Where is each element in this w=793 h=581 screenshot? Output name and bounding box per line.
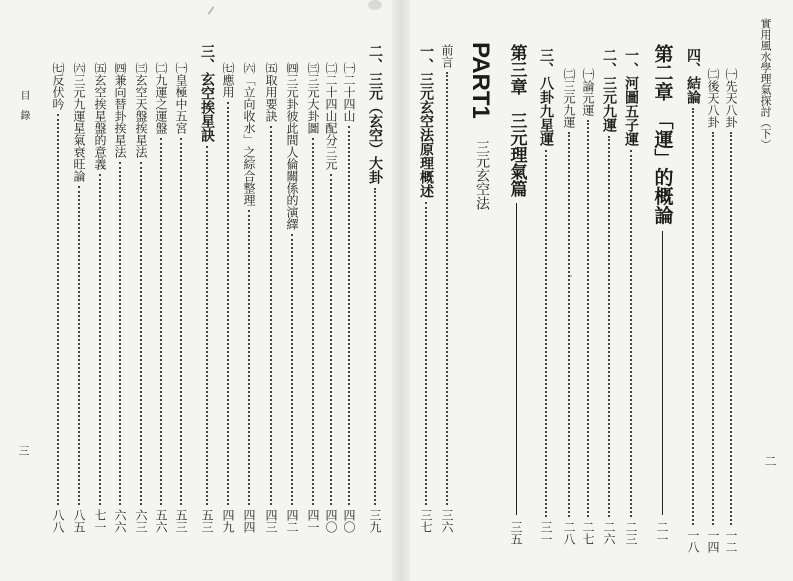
toc-entry[interactable] [71, 62, 87, 533]
toc-entry-page: 四二 [285, 509, 299, 533]
dot-leader [425, 202, 427, 505]
toc-entry-page: 四四 [242, 509, 256, 533]
toc-entry-page: 二六 [602, 521, 616, 545]
toc-entry-title: ㈣三元卦彼此間人倫關係的演繹 [285, 62, 299, 230]
dot-leader [312, 138, 314, 505]
dot-leader [587, 120, 589, 517]
toc-entry-title: 二、三元（玄空）大卦 [367, 44, 383, 184]
toc-entry-title: 前言 [440, 44, 454, 68]
toc-entry-page: 三一 [539, 521, 553, 545]
toc-entry-title: 四、結論 [685, 48, 701, 104]
toc-entry-page: 五三 [200, 509, 214, 533]
left-running-head: 目 錄 [18, 90, 29, 120]
toc-entry-page: 二三 [624, 521, 638, 545]
dot-leader [78, 186, 80, 505]
toc-entry-title: ㈠二十四山 [342, 62, 356, 122]
toc-entry[interactable] [92, 62, 108, 533]
toc-entry-title: ㈤取用要訣 [264, 62, 278, 122]
dot-leader [608, 136, 610, 517]
toc-entry-page: 四九 [221, 509, 235, 533]
left-page-number: 三 [17, 445, 30, 456]
book-title-header: 實用風水學理氣探討（下） [759, 18, 772, 150]
toc-entry[interactable] [112, 62, 128, 533]
toc-entry-title: 一、河圖五子運 [623, 48, 639, 146]
toc-entry[interactable] [198, 44, 216, 533]
dot-leader [630, 150, 632, 517]
toc-entry-page: 六三 [134, 509, 148, 533]
toc-entry[interactable] [580, 68, 596, 545]
part-label: PART1 [467, 42, 494, 119]
toc-entry[interactable] [284, 62, 300, 533]
dot-leader [446, 72, 448, 505]
toc-entry-title: 第三章 三元理氣篇 [506, 44, 527, 197]
toc-entry[interactable] [323, 62, 339, 533]
dot-leader [160, 138, 162, 505]
toc-entry-title: 二、三元九運 [601, 48, 617, 132]
toc-entry[interactable] [220, 62, 236, 533]
scan-speck [368, 0, 382, 10]
dot-leader [227, 102, 229, 505]
toc-entry[interactable] [50, 62, 66, 533]
dot-leader [291, 234, 293, 505]
toc-entry-page: 四〇 [324, 509, 338, 533]
toc-entry-page: 一二 [724, 529, 738, 553]
toc-entry-title: ㈤玄空挨星盤的意義 [93, 62, 107, 170]
toc-entry-page: 三六 [440, 509, 454, 533]
toc-entry-title: ㈡二十四山配分三元 [324, 62, 338, 170]
toc-entry-page: 八八 [51, 509, 65, 533]
toc-entry-page: 五六 [154, 509, 168, 533]
toc-entry-page: 四〇 [342, 509, 356, 533]
toc-entry[interactable] [263, 62, 279, 533]
toc-entry-page: 三七 [419, 509, 433, 533]
scan-speck [570, 275, 572, 277]
toc-entry-title: ㈦應用 [221, 62, 235, 98]
toc-entry-page: 四一 [306, 509, 320, 533]
toc-entry-page: 二八 [562, 521, 576, 545]
toc-entry-title: ㈠論元運 [581, 68, 595, 116]
toc-entry-title: 一、三元玄空法原理概述 [418, 44, 434, 198]
toc-entry[interactable] [506, 44, 526, 545]
toc-entry-page: 八五 [72, 509, 86, 533]
toc-entry[interactable] [173, 62, 189, 533]
dot-leader [140, 162, 142, 505]
toc-entry-page: 六六 [113, 509, 127, 533]
toc-entry-title: 三、玄空挨星訣 [199, 44, 215, 142]
toc-entry-page: 二七 [581, 521, 595, 545]
toc-entry[interactable] [684, 48, 702, 553]
toc-entry[interactable] [305, 62, 321, 533]
toc-entry-title: ㈢三元大卦圖 [306, 62, 320, 134]
dot-leader [99, 174, 101, 505]
toc-entry[interactable] [417, 44, 435, 533]
solid-leader [516, 203, 517, 515]
dot-leader [545, 150, 547, 517]
dot-leader [348, 126, 350, 505]
toc-entry[interactable] [622, 48, 640, 545]
toc-entry-title: 第二章 「運」的概論 [651, 44, 674, 225]
toc-entry-page: 一八 [686, 529, 700, 553]
toc-entry-title: ㈥三元九運星氣衰旺論 [72, 62, 86, 182]
toc-entry-title: ㈥「立向收水」之綜合整理 [242, 62, 256, 206]
dot-leader [57, 114, 59, 505]
toc-entry[interactable] [600, 48, 618, 545]
book-gutter [392, 0, 410, 581]
toc-entry-page: 一四 [706, 529, 720, 553]
toc-entry-page: 二一 [655, 521, 669, 545]
toc-entry-title: ㈡三元九運 [562, 68, 576, 128]
toc-entry[interactable] [439, 44, 455, 533]
toc-entry-title: ㈦反伏吟 [51, 62, 65, 110]
toc-entry-title: ㈠先天八卦 [724, 68, 738, 128]
toc-entry[interactable] [537, 48, 555, 545]
toc-entry-title: 三、八卦九星運 [538, 48, 554, 146]
dot-leader [330, 174, 332, 505]
toc-entry[interactable] [651, 44, 673, 545]
part-title: 三元玄空法 [474, 140, 490, 210]
toc-entry-page: 五三 [174, 509, 188, 533]
dot-leader [270, 126, 272, 505]
dot-leader [248, 210, 250, 505]
toc-entry[interactable] [366, 44, 384, 533]
toc-entry[interactable] [133, 62, 149, 533]
right-page-number: 二 [763, 455, 777, 467]
toc-entry[interactable] [341, 62, 357, 533]
dot-leader [374, 188, 376, 505]
toc-entry-page: 七一 [93, 509, 107, 533]
toc-entry-page: 三九 [368, 509, 382, 533]
scan-speck [208, 6, 215, 15]
dot-leader [730, 132, 732, 525]
dot-leader [206, 146, 208, 505]
dot-leader [568, 132, 570, 517]
solid-leader [662, 231, 663, 516]
toc-entry-title: ㈡九運之運盤 [154, 62, 168, 134]
toc-entry-page: 四三 [264, 509, 278, 533]
toc-entry-title: ㈣兼向替卦挨星法 [113, 62, 127, 158]
dot-leader [692, 108, 694, 525]
toc-entry[interactable] [723, 68, 739, 553]
dot-leader [119, 162, 121, 505]
toc-entry[interactable] [705, 68, 721, 553]
toc-entry-title: ㈠皇極中五宮 [174, 62, 188, 134]
toc-entry-page: 三五 [509, 521, 523, 545]
toc-entry-title: ㈢玄空天盤挨星法 [134, 62, 148, 158]
dot-leader [180, 138, 182, 505]
toc-entry[interactable] [153, 62, 169, 533]
toc-entry[interactable] [561, 68, 577, 545]
toc-entry-title: ㈡後天八卦 [706, 68, 720, 128]
toc-entry[interactable] [241, 62, 257, 533]
dot-leader [712, 132, 714, 525]
